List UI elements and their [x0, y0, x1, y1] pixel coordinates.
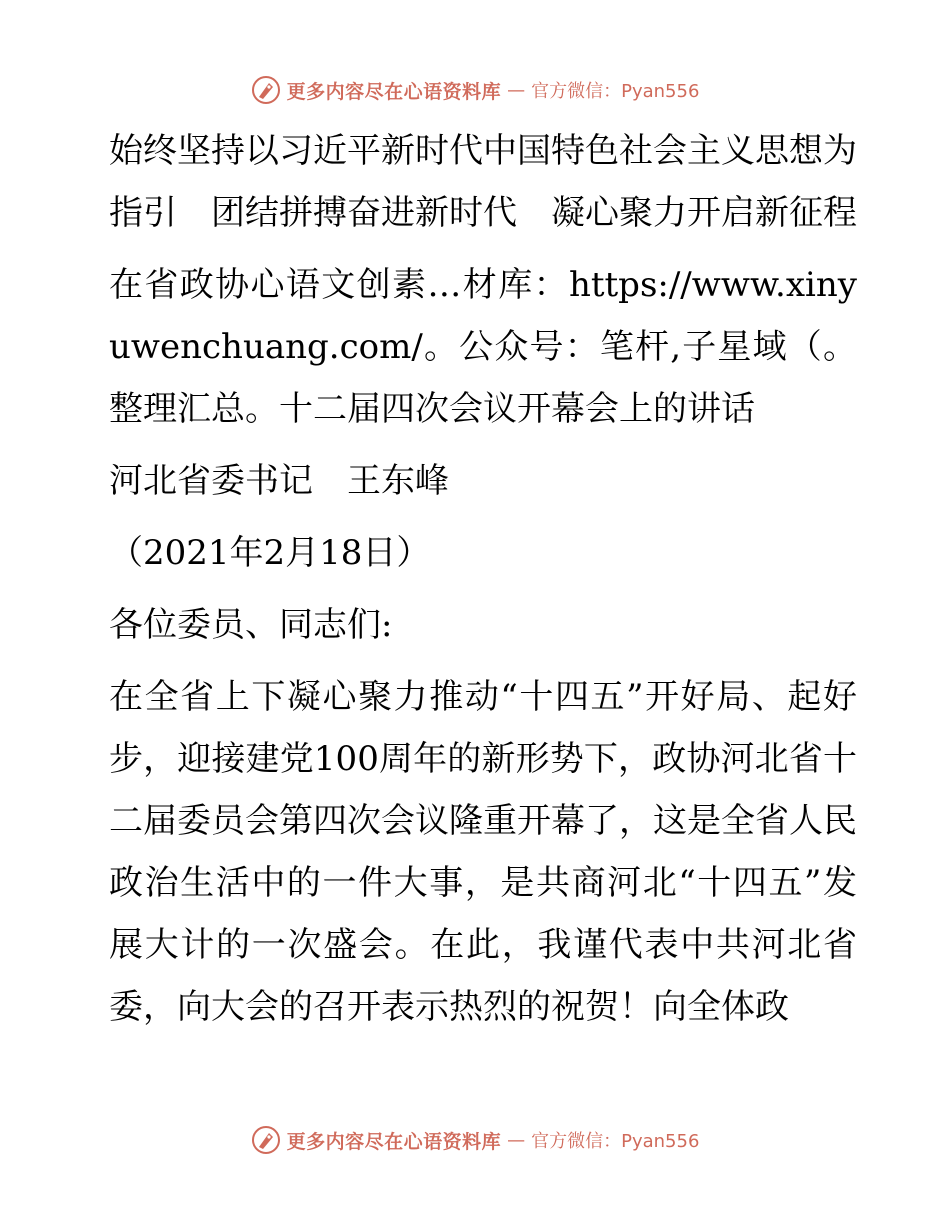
source-note: 在省政协心语文创素…材库：https://www.xinyuwenchuang.com/。公众号：笔杆,子星域（。整理汇总。十二届四次会议开幕会上的讲话	[109, 265, 857, 429]
watermark-separator: —	[507, 1129, 526, 1151]
salutation: 各位委员、同志们:	[109, 605, 393, 645]
watermark-main-text: 更多内容尽在心语资料库	[286, 1130, 502, 1153]
watermark-separator: —	[507, 79, 526, 101]
watermark-sub-text: 官方微信：Pyan556	[531, 1131, 700, 1152]
watermark-group	[251, 1125, 700, 1155]
speaker-line: 河北省委书记 王东峰	[109, 461, 449, 501]
watermark-sub-text: 官方微信：Pyan556	[531, 81, 700, 102]
watermark-group	[251, 75, 700, 105]
speech-date: （2021年2月18日）	[109, 533, 431, 573]
pen-nib-icon	[251, 1125, 281, 1155]
document-body	[97, 120, 857, 1048]
body-paragraph: 在全省上下凝心聚力推动“十四五”开好局、起好步，迎接建党100周年的新形势下，政协河北省十二届委员会第四次会议隆重开幕了，这是全省人民政治生活中的一件大事，是共商河北“十四五”发展大计的一次盛会。在此，我谨代表中共河北省委，向大会的召开表示热烈的祝贺！向全体政	[109, 677, 857, 1027]
document-title: 始终坚持以习近平新时代中国特色社会主义思想为指引 团结拼搏奋进新时代 凝心聚力开启新征程	[109, 131, 857, 233]
footer-watermark	[0, 1120, 950, 1160]
header-watermark	[0, 70, 950, 110]
watermark-main-text: 更多内容尽在心语资料库	[286, 80, 502, 103]
pen-nib-icon	[251, 75, 281, 105]
